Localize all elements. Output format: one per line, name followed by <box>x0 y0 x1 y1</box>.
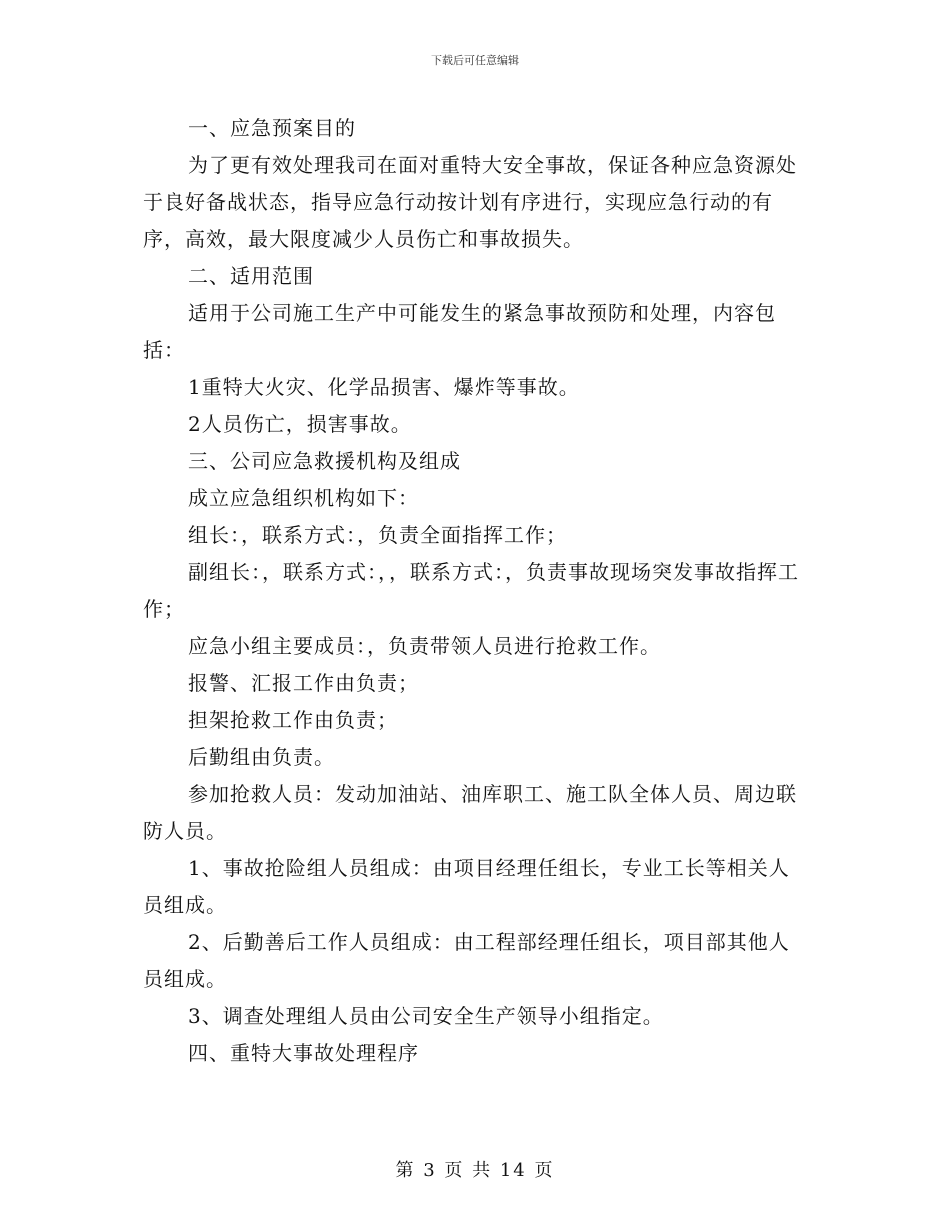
paragraph: 应急小组主要成员：，负责带领人员进行抢救工作。 <box>188 634 661 658</box>
list-item: 1重特大火灾、化学品损害、爆炸等事故。 <box>188 375 580 399</box>
document-body <box>143 110 808 1072</box>
section-heading-1: 一、应急预案目的 <box>188 116 356 140</box>
page-header: 下载后可任意编辑 <box>431 54 519 67</box>
paragraph: 成立应急组织机构如下： <box>188 486 419 510</box>
list-item: 1、事故抢险组人员组成：由项目经理任组长，专业工长等相关人员组成。 <box>143 856 790 917</box>
paragraph: 组长：，联系方式：，负责全面指挥工作； <box>188 523 567 547</box>
section-heading-4: 四、重特大事故处理程序 <box>188 1041 419 1065</box>
section-heading-2: 二、适用范围 <box>188 264 314 288</box>
list-item: 3、调查处理组人员由公司安全生产领导小组指定。 <box>188 1004 664 1028</box>
paragraph: 适用于公司施工生产中可能发生的紧急事故预防和处理，内容包括： <box>143 301 776 362</box>
paragraph: 报警、汇报工作由负责； <box>188 671 419 695</box>
paragraph: 后勤组由负责。 <box>188 745 335 769</box>
paragraph: 副组长：，联系方式：，，联系方式：，负责事故现场突发事故指挥工作； <box>143 560 799 621</box>
paragraph: 为了更有效处理我司在面对重特大安全事故，保证各种应急资源处于良好备战状态，指导应急行动按计划有序进行，实现应急行动的有序，高效，最大限度减少人员伤亡和事故损失。 <box>143 153 797 251</box>
paragraph: 担架抢救工作由负责； <box>188 708 398 732</box>
list-item: 2、后勤善后工作人员组成：由工程部经理任组长，项目部其他人员组成。 <box>143 930 790 991</box>
section-heading-3: 三、公司应急救援机构及组成 <box>188 449 461 473</box>
list-item: 2人员伤亡，损害事故。 <box>188 412 412 436</box>
page-footer: 第 3 页 共 14 页 <box>395 1160 555 1181</box>
paragraph: 参加抢救人员：发动加油站、油库职工、施工队全体人员、周边联防人员。 <box>143 782 797 843</box>
